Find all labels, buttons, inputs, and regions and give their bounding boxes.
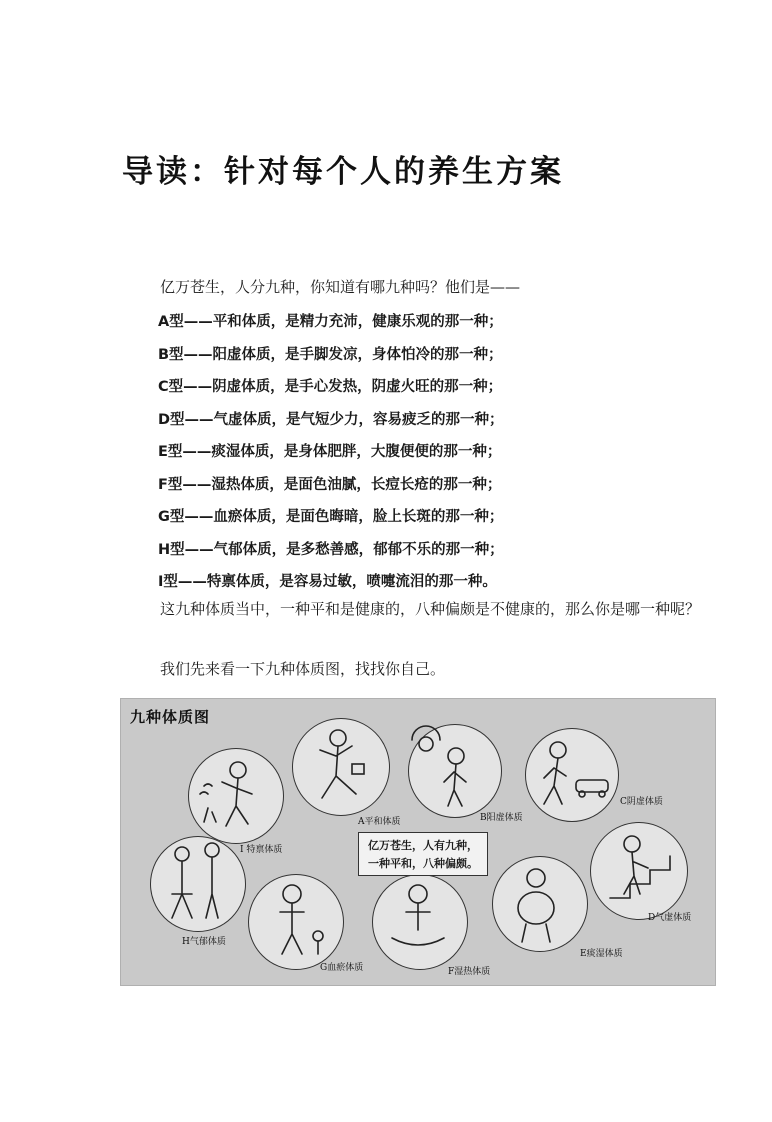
type-a: A型——平和体质，是精力充沛，健康乐观的那一种； [158,314,503,330]
type-b: B型——阳虚体质，是手脚发凉，身体怕冷的那一种； [158,346,503,363]
constitution-type-list [158,306,504,599]
paragraph-instruction: 我们先来看一下九种体质图，找找你自己。 [160,660,446,678]
caption-b: B阳虚体质 [480,813,523,823]
caption-e: E痰湿体质 [580,949,623,959]
paragraph-question: 这九种体质当中，一种平和是健康的，八种偏颇是不健康的，那么你是哪一种呢？ [160,600,701,618]
caption-a: A平和体质 [358,817,401,827]
type-d: D型——气虚体质，是气短少力，容易疲乏的那一种； [158,411,504,428]
caption-d: D气虚体质 [648,913,692,923]
figure-title: 九种体质图 [130,708,211,726]
page-title: 导读：针对每个人的养生方案 [122,154,564,190]
nine-constitutions-figure [120,698,716,986]
caption-f: F湿热体质 [448,967,491,977]
figure-center-box [358,832,488,876]
type-f: F型——湿热体质，是面色油腻，长痘长疮的那一种； [158,476,502,493]
intro-text: 亿万苍生，人分九种，你知道有哪九种吗？他们是—— [160,278,521,296]
type-e: E型——痰湿体质，是身体肥胖，大腹便便的那一种； [158,444,502,460]
type-i: I型——特禀体质，是容易过敏，喷嚏流泪的那一种。 [158,574,497,590]
caption-h: H气郁体质 [182,937,226,947]
caption-i: I 特禀体质 [240,845,283,855]
type-g: G型——血瘀体质，是面色晦暗，脸上长斑的那一种； [158,509,504,525]
caption-g: G血瘀体质 [320,963,364,973]
center-line-1: 亿万苍生，人有九种， [368,839,478,852]
type-h: H型——气郁体质，是多愁善感，郁郁不乐的那一种； [158,541,504,558]
caption-c: C阴虚体质 [620,797,663,807]
type-c: C型——阴虚体质，是手心发热，阴虚火旺的那一种； [158,379,503,395]
center-line-2: 一种平和，八种偏颇。 [368,857,478,870]
